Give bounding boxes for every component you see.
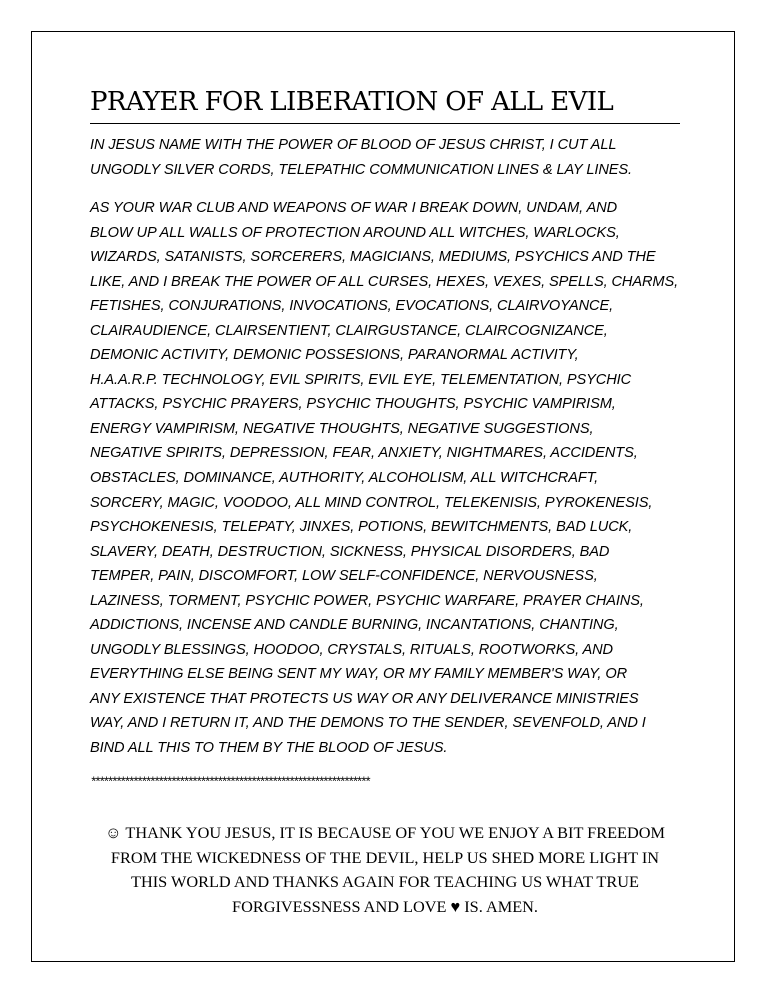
paragraph-line: NEGATIVE SPIRITS, DEPRESSION, FEAR, ANXIETY, NIGHTMARES, ACCIDENTS, <box>90 445 638 462</box>
paragraph-line: UNGODLY SILVER CORDS, TELEPATHIC COMMUNICATION LINES & LAY LINES. <box>90 161 632 178</box>
paragraph-line: IN JESUS NAME WITH THE POWER OF BLOOD OF JESUS CHRIST, I CUT ALL <box>90 137 617 153</box>
paragraph-line: EVERYTHING ELSE BEING SENT MY WAY, OR MY FAMILY MEMBER'S WAY, OR <box>90 666 628 683</box>
paragraph-main <box>90 196 680 761</box>
paragraph-line: ADDICTIONS, INCENSE AND CANDLE BURNING, INCANTATIONS, CHANTING, <box>90 617 619 634</box>
paragraph-line: WIZARDS, SATANISTS, SORCERERS, MAGICIANS, MEDIUMS, PSYCHICS AND THE <box>90 249 656 266</box>
paragraph-line: LIKE, AND I BREAK THE POWER OF ALL CURSES, HEXES, VEXES, SPELLS, CHARMS, <box>90 273 679 290</box>
paragraph-line: FETISHES, CONJURATIONS, INVOCATIONS, EVOCATIONS, CLAIRVOYANCE, <box>90 298 614 315</box>
closing-blessing <box>90 821 680 920</box>
paragraph-line: AS YOUR WAR CLUB AND WEAPONS OF WAR I BREAK DOWN, UNDAM, AND <box>90 200 618 216</box>
paragraph-line: LAZINESS, TORMENT, PSYCHIC POWER, PSYCHIC WARFARE, PRAYER CHAINS, <box>90 592 644 609</box>
paragraph-line: ENERGY VAMPIRISM, NEGATIVE THOUGHTS, NEGATIVE SUGGESTIONS, <box>90 420 594 437</box>
paragraph-line: BLOW UP ALL WALLS OF PROTECTION AROUND ALL WITCHES, WARLOCKS, <box>90 224 620 241</box>
paragraph-line: DEMONIC ACTIVITY, DEMONIC POSSESIONS, PARANORMAL ACTIVITY, <box>90 347 579 364</box>
paragraph-intro <box>90 133 680 182</box>
closing-line: ☺ THANK YOU JESUS, IT IS BECAUSE OF YOU WE ENJOY A BIT FREEDOM <box>105 823 665 842</box>
paragraph-line: UNGODLY BLESSINGS, HOODOO, CRYSTALS, RITUALS, ROOTWORKS, AND <box>90 641 613 658</box>
paragraph-line: TEMPER, PAIN, DISCOMFORT, LOW SELF-CONFIDENCE, NERVOUSNESS, <box>90 568 598 585</box>
asterisk-separator: ****************************************************************** <box>90 776 369 790</box>
paragraph-line: ATTACKS, PSYCHIC PRAYERS, PSYCHIC THOUGHTS, PSYCHIC VAMPIRISM, <box>90 396 616 413</box>
title-underline <box>90 123 680 124</box>
paragraph-line: WAY, AND I RETURN IT, AND THE DEMONS TO THE SENDER, SEVENFOLD, AND I <box>90 715 646 732</box>
closing-line: THIS WORLD AND THANKS AGAIN FOR TEACHING US WHAT TRUE <box>131 872 639 892</box>
paragraph-line: ANY EXISTENCE THAT PROTECTS US WAY OR ANY DELIVERANCE MINISTRIES <box>90 690 639 707</box>
paragraph-line: BIND ALL THIS TO THEM BY THE BLOOD OF JESUS. <box>90 740 448 757</box>
paragraph-line: OBSTACLES, DOMINANCE, AUTHORITY, ALCOHOLISM, ALL WITCHCRAFT, <box>90 470 599 487</box>
page-title: PRAYER FOR LIBERATION OF ALL EVIL <box>90 87 614 117</box>
paragraph-line: H.A.A.R.P. TECHNOLOGY, EVIL SPIRITS, EVIL EYE, TELEMENTATION, PSYCHIC <box>90 371 632 388</box>
closing-line: FROM THE WICKEDNESS OF THE DEVIL, HELP US SHED MORE LIGHT IN <box>110 847 660 867</box>
paragraph-line: PSYCHOKENESIS, TELEPATY, JINXES, POTIONS, BEWITCHMENTS, BAD LUCK, <box>90 519 633 536</box>
closing-line: FORGIVESSNESS AND LOVE ♥ IS. AMEN. <box>232 897 538 917</box>
paragraph-line: CLAIRAUDIENCE, CLAIRSENTIENT, CLAIRGUSTANCE, CLAIRCOGNIZANCE, <box>90 322 608 339</box>
paragraph-line: SORCERY, MAGIC, VOODOO, ALL MIND CONTROL, TELEKENISIS, PYROKENESIS, <box>90 494 653 511</box>
paragraph-line: SLAVERY, DEATH, DESTRUCTION, SICKNESS, PHYSICAL DISORDERS, BAD <box>90 543 610 560</box>
